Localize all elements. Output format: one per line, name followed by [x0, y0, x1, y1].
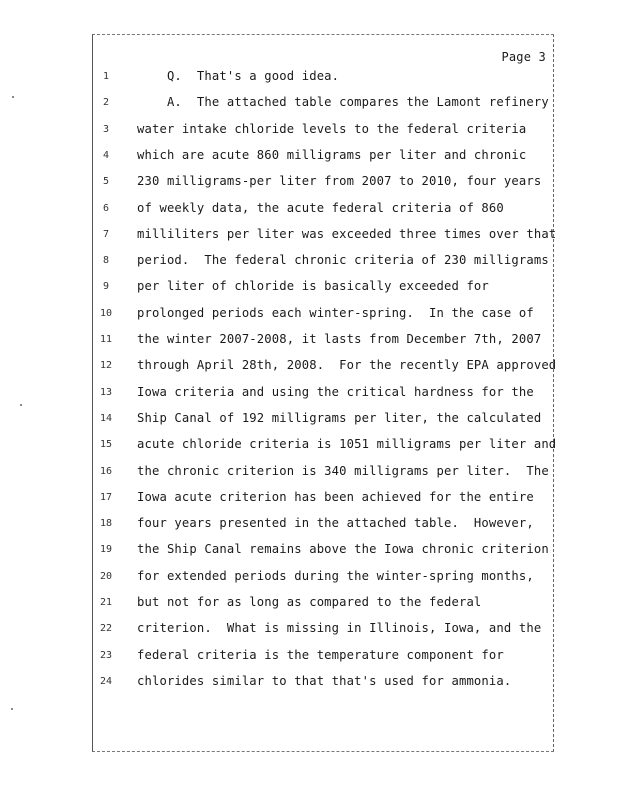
transcript-line	[0, 594, 618, 616]
transcript-line	[0, 673, 618, 695]
line-number: 24	[99, 675, 113, 687]
line-text: Iowa criteria and using the critical hardness for the	[137, 384, 534, 399]
line-text: criterion. What is missing in Illinois, Iowa, and the	[137, 621, 542, 636]
transcript-line	[0, 173, 618, 195]
line-number: 20	[99, 570, 113, 582]
line-text: period. The federal chronic criteria of 230 milligrams	[137, 253, 549, 268]
transcript-line	[0, 620, 618, 642]
line-number: 14	[99, 412, 113, 424]
transcript-line	[0, 331, 618, 353]
line-text: federal criteria is the temperature component for	[137, 647, 504, 662]
line-text: acute chloride criteria is 1051 milligrams per liter and	[137, 437, 557, 452]
line-number: 22	[99, 623, 113, 635]
line-text: chlorides similar to that that's used for ammonia.	[137, 673, 512, 688]
transcript-line	[0, 568, 618, 590]
line-number: 7	[102, 228, 110, 240]
transcript-line	[0, 147, 618, 169]
transcript-line	[0, 357, 618, 379]
transcript-line	[0, 278, 618, 300]
line-text: but not for as long as compared to the federal	[137, 595, 482, 609]
transcript-line	[0, 94, 618, 116]
transcript-line	[0, 121, 618, 143]
transcript-line	[0, 647, 618, 669]
line-number: 23	[99, 649, 113, 661]
line-text: water intake chloride levels to the federal criteria	[137, 121, 527, 136]
line-text: the Ship Canal remains above the Iowa chronic criterion	[137, 542, 549, 557]
line-text: per liter of chloride is basically exceeded for	[137, 279, 489, 294]
transcript-line	[0, 410, 618, 432]
transcript-line	[0, 252, 618, 274]
line-number: 11	[99, 334, 113, 345]
transcript-line	[0, 515, 618, 537]
line-text: 230 milligrams-per liter from 2007 to 2010, four years	[137, 174, 542, 189]
line-text: of weekly data, the acute federal criteria of 860	[137, 200, 504, 215]
transcript-line	[0, 541, 618, 563]
line-number: 15	[99, 439, 113, 451]
transcript-line	[0, 384, 618, 406]
line-text: which are acute 860 milligrams per liter and chronic	[137, 147, 527, 162]
scan-speck	[20, 404, 22, 406]
transcript-line	[0, 200, 618, 222]
line-number: 17	[99, 491, 113, 503]
line-text: the chronic criterion is 340 milligrams per liter. The	[137, 463, 549, 478]
transcript-line	[0, 226, 618, 248]
transcript-line	[0, 489, 618, 511]
line-text: A. The attached table compares the Lamont refinery	[137, 95, 549, 110]
line-text: the winter 2007-2008, it lasts from December 7th, 2007	[137, 332, 542, 346]
line-text: milliliters per liter was exceeded three times over that	[137, 226, 557, 241]
transcript-line	[0, 463, 618, 485]
line-number: 8	[102, 255, 110, 267]
scan-speck	[11, 708, 13, 710]
line-number: 10	[99, 307, 113, 319]
page-number: Page 3	[501, 50, 546, 64]
line-text: prolonged periods each winter-spring. In the case of	[137, 305, 534, 320]
line-text: Q. That's a good idea.	[137, 69, 340, 83]
line-number: 3	[102, 123, 110, 135]
line-number: 9	[102, 281, 110, 293]
transcript-line	[0, 68, 618, 90]
line-number: 13	[99, 386, 113, 398]
line-text: through April 28th, 2008. For the recently EPA approved	[137, 358, 557, 373]
line-number: 4	[102, 149, 110, 161]
line-number: 12	[99, 360, 113, 372]
line-number: 5	[102, 176, 110, 188]
line-text: Ship Canal of 192 milligrams per liter, the calculated	[137, 410, 542, 425]
scan-speck	[12, 96, 14, 98]
line-number: 18	[99, 518, 113, 530]
transcript-line	[0, 305, 618, 327]
line-number: 16	[99, 465, 113, 477]
line-number: 1	[102, 71, 110, 82]
line-text: Iowa acute criterion has been achieved for the entire	[137, 489, 534, 504]
line-number: 19	[99, 544, 113, 556]
transcript-line	[0, 436, 618, 458]
line-number: 21	[99, 597, 113, 608]
line-text: four years presented in the attached table. However,	[137, 516, 534, 531]
line-number: 2	[102, 97, 110, 109]
line-text: for extended periods during the winter-spring months,	[137, 568, 534, 583]
line-number: 6	[102, 202, 110, 214]
